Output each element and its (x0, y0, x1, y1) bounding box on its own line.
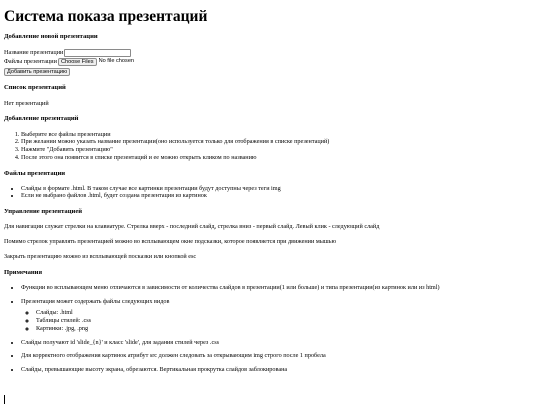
list-item: • Слайды получают id 'slide_{n}' и класс 'slide', для задания стилей через .css (21, 339, 534, 347)
no-file-chosen-text: No file chosen (98, 58, 135, 65)
list-section-heading: Список презентаций (4, 84, 66, 92)
list-item: • Если не выбрано файлов .html, будет создана презентация из картинок (21, 192, 534, 200)
empty-list-text: Нет презентаций (4, 99, 49, 107)
control-paragraph: Для навигации служат стрелки на клавиатуре. Стрелка вверх - последний слайд, стрелка вниз - первый слайд. Левый клик - следующий слайд (4, 223, 380, 231)
control-paragraph: Помимо стрелок управлять презентацией можно во всплывающем окне подсказки, которое появляется при движении мышью (4, 238, 337, 246)
submit-row (4, 67, 534, 76)
list-item: • Для корректного отображения картинок атрибут src должен следовать за открывающим img строго после 1 пробела (21, 352, 534, 360)
list-item: • Функции во всплывающем меню отличаются в зависимости от количества слайдов в презентации(1 или больше) и типа презентации(из картинок или из html) (21, 284, 534, 292)
name-label: Название презентации (4, 48, 64, 56)
list-item: 4. После этого она появится в списке презентаций и ее можно открыть кликом по названию (21, 154, 534, 162)
list-item: 1. Выберите все файлы презентации (21, 131, 534, 139)
list-item: ◦ Картинки: .jpg, .png (36, 325, 534, 333)
notes-section-heading: Примечания (4, 268, 43, 276)
add-presentation-button[interactable]: Добавить презентацию (4, 68, 70, 76)
name-row (4, 48, 534, 57)
files-row (4, 57, 534, 66)
list-item: • Слайды, превышающие высоту экрана, обрезаются. Вертикальная прокрутка слайдов заблокирована (21, 366, 534, 374)
list-item-text: Презентация может содержать файлы следующих видов (21, 297, 170, 305)
list-item-file-types (21, 298, 534, 333)
page (4, 0, 534, 381)
list-item: 2. При желании можно указать название презентации(оно используется только для отображения в списке презентаций) (21, 138, 534, 146)
files-list (4, 185, 534, 201)
list-item: 3. Нажмите "Добавить презентацию" (21, 146, 534, 154)
list-item: ◦ Слайды: .html (36, 309, 534, 317)
add-section-heading: Добавление новой презентации (4, 33, 98, 41)
notes-list (4, 284, 534, 374)
file-types-list (21, 309, 534, 332)
howto-steps-list (4, 131, 534, 162)
files-section-heading: Файлы презентации (4, 169, 66, 177)
presentation-name-input[interactable] (64, 49, 131, 57)
files-label: Файлы презентации (4, 57, 57, 65)
list-item: • Слайды в формате .html. В таком случае все картинки презентации будут доступны через теги img (21, 185, 534, 193)
control-section-heading: Управление презентацией (4, 208, 83, 216)
choose-files-button[interactable]: Choose Files (58, 58, 97, 66)
control-paragraph: Закрыть презентацию можно из всплывающей посказки или кнопкой esc (4, 252, 197, 260)
text-cursor (4, 395, 5, 404)
howto-section-heading: Добавление презентаций (4, 115, 79, 123)
list-item: ◦ Таблицы стилей: .css (36, 317, 534, 325)
page-title: Система показа презентаций (4, 8, 208, 25)
